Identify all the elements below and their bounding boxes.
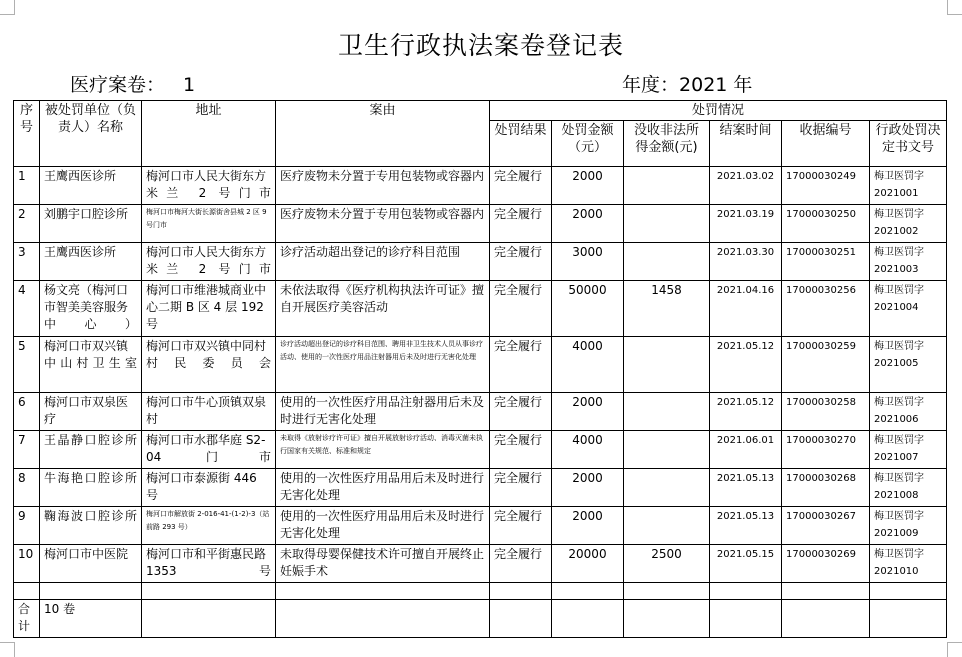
- fiscal-year-label: 年度：: [622, 74, 680, 96]
- cell-amount: 4000: [552, 431, 624, 469]
- cell-result: 完全履行: [490, 393, 552, 431]
- cell-amount: 2000: [552, 507, 624, 545]
- table-row: [14, 167, 947, 205]
- cell-amount: 2000: [552, 167, 624, 205]
- cell-amount: 3000: [552, 243, 624, 281]
- table-row: [14, 469, 947, 507]
- table-row: [14, 545, 947, 583]
- cell-address: 梅河口市人民大街东方米兰 2 号门市: [142, 167, 276, 205]
- cell-result: 完全履行: [490, 545, 552, 583]
- case-category-label: 医疗案卷：: [70, 74, 166, 96]
- header-penalty-group: 处罚情况: [490, 101, 947, 121]
- cell-result: 完全履行: [490, 243, 552, 281]
- cell-decision-no: 梅卫医罚字 2021006: [870, 393, 947, 431]
- crop-mark-bottom-right: [947, 642, 962, 657]
- cell-receipt-no: 17000030270: [782, 431, 870, 469]
- cell-closed-date: 2021.03.30: [710, 243, 782, 281]
- cell-decision-no: 梅卫医罚字 2021007: [870, 431, 947, 469]
- cell-closed-date: 2021.05.13: [710, 469, 782, 507]
- cell-seq: 2: [14, 205, 40, 243]
- cell-closed-date: 2021.04.16: [710, 281, 782, 337]
- cell-cause: 使用的一次性医疗用品注射器用后未及时进行无害化处理: [276, 393, 490, 431]
- header-receipt-no: 收据编号: [782, 121, 870, 167]
- cell-decision-no: 梅卫医罚字 2021005: [870, 337, 947, 393]
- table-row: [14, 243, 947, 281]
- cell-decision-no: 梅卫医罚字 2021010: [870, 545, 947, 583]
- cell-result: 完全履行: [490, 469, 552, 507]
- cell-party: 王晶静口腔诊所: [40, 431, 142, 469]
- cell-cause: 使用的一次性医疗用品用后未及时进行无害化处理: [276, 469, 490, 507]
- cell-confiscated: [624, 431, 710, 469]
- crop-mark-top-right: [947, 0, 962, 15]
- total-label: 合计: [14, 600, 40, 638]
- cell-cause: 医疗废物未分置于专用包装物或容器内: [276, 167, 490, 205]
- case-register-table: [13, 100, 947, 638]
- cell-party: 王鹰西医诊所: [40, 167, 142, 205]
- case-category: [70, 70, 195, 97]
- table-row: [14, 205, 947, 243]
- cell-closed-date: 2021.03.19: [710, 205, 782, 243]
- cell-address: 梅河口市牛心顶镇双泉村: [142, 393, 276, 431]
- cell-result: 完全履行: [490, 205, 552, 243]
- cell-receipt-no: 17000030259: [782, 337, 870, 393]
- cell-confiscated: [624, 337, 710, 393]
- cell-amount: 2000: [552, 393, 624, 431]
- cell-party: 梅河口市双兴镇中山村卫生室: [40, 337, 142, 393]
- cell-receipt-no: 17000030269: [782, 545, 870, 583]
- cell-party: 刘鹏宇口腔诊所: [40, 205, 142, 243]
- case-category-value: 1: [183, 74, 196, 96]
- cell-confiscated: 1458: [624, 281, 710, 337]
- cell-party: 牛海艳口腔诊所: [40, 469, 142, 507]
- crop-mark-top-left: [0, 0, 15, 15]
- cell-decision-no: 梅卫医罚字 2021004: [870, 281, 947, 337]
- header-result: 处罚结果: [490, 121, 552, 167]
- cell-amount: 50000: [552, 281, 624, 337]
- cell-address: 梅河口市和平街惠民路 1353 号: [142, 545, 276, 583]
- total-value: 10 卷: [40, 600, 142, 638]
- cell-closed-date: 2021.03.02: [710, 167, 782, 205]
- cell-seq: 9: [14, 507, 40, 545]
- cell-address: 梅河口市梅河大街长源街舍县城 2 区 9 号门市: [142, 205, 276, 243]
- cell-amount: 4000: [552, 337, 624, 393]
- cell-result: 完全履行: [490, 167, 552, 205]
- cell-seq: 8: [14, 469, 40, 507]
- cell-confiscated: [624, 205, 710, 243]
- header-party: 被处罚单位（负责人）名称: [40, 101, 142, 167]
- table-row: [14, 337, 947, 393]
- header-amount: 处罚金额（元）: [552, 121, 624, 167]
- cell-seq: 10: [14, 545, 40, 583]
- cell-address: 梅河口市水郡华庭 S2-04 门市: [142, 431, 276, 469]
- cell-receipt-no: 17000030256: [782, 281, 870, 337]
- cell-decision-no: 梅卫医罚字 2021009: [870, 507, 947, 545]
- cell-receipt-no: 17000030250: [782, 205, 870, 243]
- cell-decision-no: 梅卫医罚字 2021002: [870, 205, 947, 243]
- cell-seq: 6: [14, 393, 40, 431]
- table-row: [14, 393, 947, 431]
- cell-seq: 1: [14, 167, 40, 205]
- cell-decision-no: 梅卫医罚字 2021003: [870, 243, 947, 281]
- cell-decision-no: 梅卫医罚字 2021008: [870, 469, 947, 507]
- header-seq: 序号: [14, 101, 40, 167]
- cell-address: 梅河口市泰源街 446 号: [142, 469, 276, 507]
- cell-confiscated: [624, 507, 710, 545]
- cell-confiscated: 2500: [624, 545, 710, 583]
- cell-receipt-no: 17000030268: [782, 469, 870, 507]
- cell-seq: 7: [14, 431, 40, 469]
- cell-cause: 未取得《放射诊疗许可证》擅自开展放射诊疗活动、消毒灭菌未执行国家有关规范、标准和规定: [276, 431, 490, 469]
- cell-amount: 20000: [552, 545, 624, 583]
- cell-address: 梅河口市人民大街东方米兰 2 号门市: [142, 243, 276, 281]
- cell-seq: 3: [14, 243, 40, 281]
- cell-confiscated: [624, 393, 710, 431]
- cell-cause: 诊疗活动超出登记的诊疗科目范围、聘用非卫生技术人员从事诊疗活动、使用的一次性医疗用品注射器用后未及时进行无害化处理: [276, 337, 490, 393]
- table-row: [14, 281, 947, 337]
- table-row: [14, 507, 947, 545]
- cell-seq: 4: [14, 281, 40, 337]
- cell-amount: 2000: [552, 205, 624, 243]
- cell-result: 完全履行: [490, 281, 552, 337]
- cell-cause: 使用的一次性医疗用品用后未及时进行无害化处理: [276, 507, 490, 545]
- cell-closed-date: 2021.05.12: [710, 393, 782, 431]
- header-closed-date: 结案时间: [710, 121, 782, 167]
- document-title: 卫生行政执法案卷登记表: [337, 31, 624, 60]
- cell-closed-date: 2021.06.01: [710, 431, 782, 469]
- cell-receipt-no: 17000030251: [782, 243, 870, 281]
- fiscal-year-value: 2021 年: [679, 74, 753, 96]
- cell-cause: 医疗废物未分置于专用包装物或容器内: [276, 205, 490, 243]
- cell-confiscated: [624, 469, 710, 507]
- cell-address: 梅河口市维港城商业中心二期 B 区 4 层 192 号: [142, 281, 276, 337]
- cell-decision-no: 梅卫医罚字 2021001: [870, 167, 947, 205]
- cell-cause: 未取得母婴保健技术许可擅自开展终止妊娠手术: [276, 545, 490, 583]
- cell-confiscated: [624, 243, 710, 281]
- cell-party: 王鹰西医诊所: [40, 243, 142, 281]
- cell-closed-date: 2021.05.13: [710, 507, 782, 545]
- cell-receipt-no: 17000030258: [782, 393, 870, 431]
- header-cause: 案由: [276, 101, 490, 167]
- empty-row: [14, 583, 947, 600]
- cell-address: 梅河口市解放街 2-016-41-(1-2)-3（站前路 293 号）: [142, 507, 276, 545]
- cell-party: 鞠海波口腔诊所: [40, 507, 142, 545]
- cell-cause: 未依法取得《医疗机构执法许可证》擅自开展医疗美容活动: [276, 281, 490, 337]
- header-address: 地址: [142, 101, 276, 167]
- cell-address: 梅河口市双兴镇中同村村民委员会: [142, 337, 276, 393]
- cell-seq: 5: [14, 337, 40, 393]
- crop-mark-bottom-left: [0, 642, 15, 657]
- cell-party: 梅河口市中医院: [40, 545, 142, 583]
- cell-closed-date: 2021.05.15: [710, 545, 782, 583]
- cell-receipt-no: 17000030249: [782, 167, 870, 205]
- cell-receipt-no: 17000030267: [782, 507, 870, 545]
- cell-amount: 2000: [552, 469, 624, 507]
- cell-closed-date: 2021.05.12: [710, 337, 782, 393]
- table-row: [14, 431, 947, 469]
- header-decision-no: 行政处罚决定书文号: [870, 121, 947, 167]
- cell-cause: 诊疗活动超出登记的诊疗科目范围: [276, 243, 490, 281]
- cell-party: 杨文亮（梅河口市智美美容服务中心）: [40, 281, 142, 337]
- cell-confiscated: [624, 167, 710, 205]
- cell-result: 完全履行: [490, 507, 552, 545]
- cell-result: 完全履行: [490, 431, 552, 469]
- header-confiscated: 没收非法所得金额(元): [624, 121, 710, 167]
- cell-party: 梅河口市双泉医疗: [40, 393, 142, 431]
- fiscal-year: [622, 70, 752, 97]
- cell-result: 完全履行: [490, 337, 552, 393]
- total-row: [14, 600, 947, 638]
